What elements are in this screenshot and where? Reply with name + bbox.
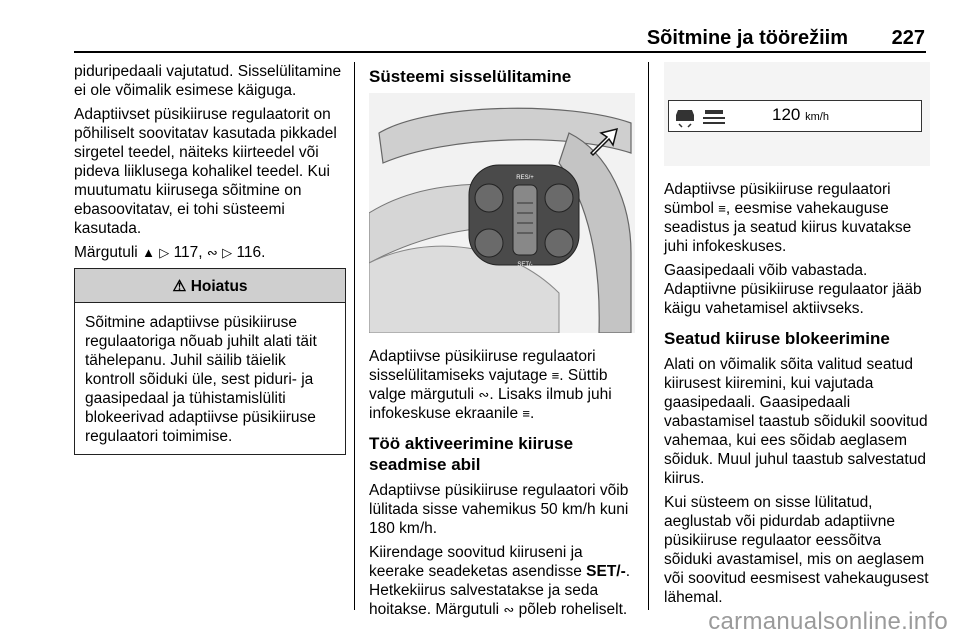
cruise-and-gap-icons xyxy=(675,103,735,129)
column-left xyxy=(74,62,346,455)
cruise-indicator-icon: ∾ xyxy=(503,602,515,617)
cruise-indicator-icon: ∾ xyxy=(478,387,490,402)
set-button-label: SET/- xyxy=(517,262,533,268)
driver-info-display xyxy=(668,100,922,132)
display-speed: 120 km/h xyxy=(772,105,829,124)
paragraph: Kui süsteem on sisse lülitatud, aeglustab või pidurdab adaptiivne püsikiiruse regulaator eessõitva sõiduki avastamisel, mis on aeglasem või soovitud eesmisest vahekaugusest lähemal. xyxy=(664,494,929,606)
column-middle xyxy=(369,62,635,624)
page-title: Sõitmine ja töörežiim xyxy=(646,27,848,49)
paragraph: Adaptiivse püsikiiruse regulaatori võib lülitada sisse vahemikus 50 km/h kuni 180 km/h. xyxy=(369,482,629,537)
warning-icon: ⚠ xyxy=(172,278,187,295)
page-header xyxy=(0,0,960,52)
paragraph: Alati on võimalik sõita valitud seatud kiirusest kiiremini, kui vajutada gaasipedaali. Gaasipedaali vabastamisel taastub sõidukil soovitud vahemaa, kui ees sõidab aeglasem sõiduk. Muul juhul taastub salvestatud kiirus. xyxy=(664,356,928,487)
warning-header xyxy=(75,269,345,303)
watermark: carmanualsonline.info xyxy=(708,608,948,635)
warning-body: Sõitmine adaptiivse püsikiiruse regulaatoriga nõuab juhilt alati täit tähelepanu. Juhil säilib täielik kontroll sõiduki üle, sest piduri- ja gaasipedaal ja tühistamislüliti blokeerivad adaptiivse püsikiiruse regulaatori toimimise. xyxy=(85,314,317,445)
paragraph: Kiirendage soovitud kiiruseni ja keerake seadeketas asendisse SET/-. Hetkekiirus salvestatakse ja seda hoitakse. Märgutuli ∾ põleb roheliselt. xyxy=(369,544,631,618)
paragraph: Adaptiivse püsikiiruse regulaatori sisselülitamiseks vajutage ≡. Süttib valge märgutuli ∾. Lisaks ilmub juhi infokeskuse ekraanile ≡. xyxy=(369,348,612,422)
column-divider-right xyxy=(648,62,649,610)
warning-box xyxy=(74,268,346,455)
section-heading: Seatud kiiruse blokeerimine xyxy=(664,329,890,348)
header-rule xyxy=(74,51,926,53)
page-ref-icon: ▷ xyxy=(222,245,233,260)
page-number: 227 xyxy=(891,27,925,49)
paragraph: Gaasipedaali võib vabastada. Adaptiivne püsikiiruse regulaator jääb käigu vahetamisel aktiivseks. xyxy=(664,262,922,317)
adaptive-cruise-icon: ≡ xyxy=(522,406,530,421)
warning-title: Hoiatus xyxy=(190,278,248,295)
adaptive-cruise-icon: ≡ xyxy=(551,368,560,383)
paragraph: piduripedaali vajutatud. Sisselülitamine ei ole võimalik esimese käiguga. xyxy=(74,63,342,99)
steering-wheel-figure xyxy=(369,93,635,333)
car-distance-icon: ∾ xyxy=(206,245,218,260)
column-right xyxy=(664,62,930,612)
section-heading: Töö aktiveerimine kiiruse seadmise abil xyxy=(369,434,574,474)
steering-wheel-illustration xyxy=(369,93,635,333)
car-icon: ▲ xyxy=(142,245,155,260)
paragraph: Adaptiivse püsikiiruse regulaatori sümbol ≡, eesmise vahekauguse seadistus ja seatud kiirus kuvatakse juhi infokeskuses. xyxy=(664,181,912,255)
column-divider-left xyxy=(354,62,355,610)
adaptive-cruise-icon: ≡ xyxy=(718,201,726,216)
paragraph: Adaptiivset püsikiiruse regulaatorit on põhiliselt soovitatav kasutada pikkadel sirgetel teedel, näiteks kiirteedel või pideva liiklusega kohalikel teedel. Kui muutumatu kiirusega sõitmine on ebasoovitatav, ei tohi süsteemi kasutada. xyxy=(74,106,337,237)
section-heading: Süsteemi sisselülitamine xyxy=(369,67,572,86)
paragraph: Märgutuli ▲ ▷ 117, ∾ ▷ 116. xyxy=(74,244,266,261)
driver-info-display-figure xyxy=(664,62,930,166)
page-ref-icon: ▷ xyxy=(159,245,170,260)
res-button-label: RES/+ xyxy=(516,175,534,181)
